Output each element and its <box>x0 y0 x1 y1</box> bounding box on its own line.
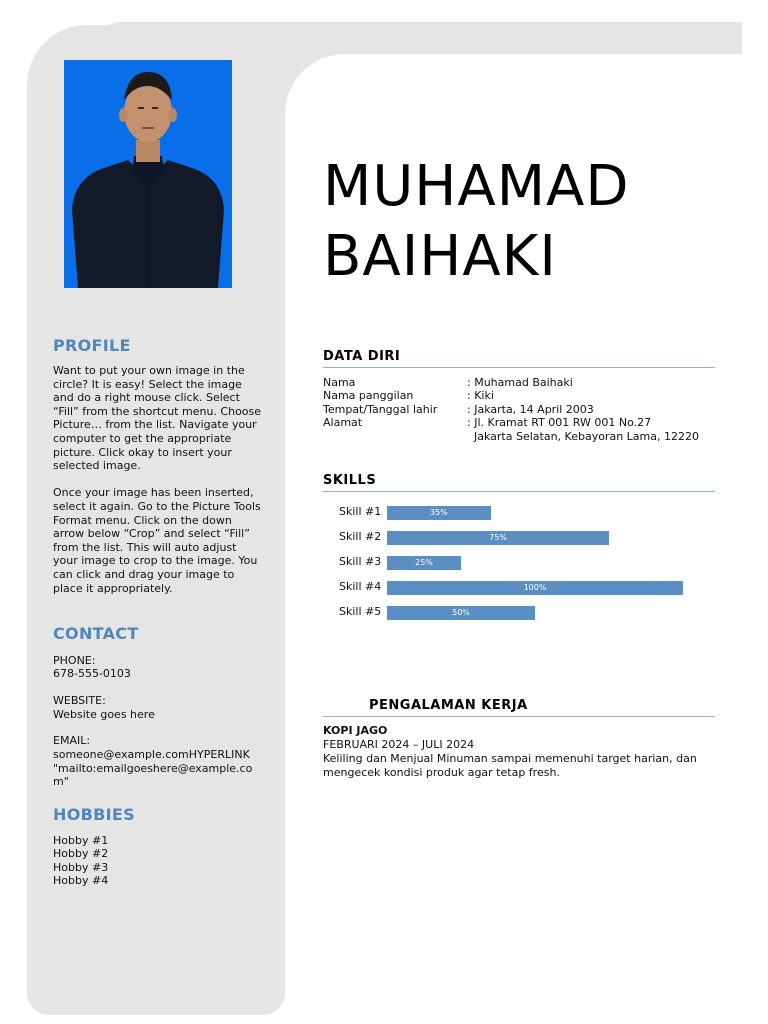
work-description: Keliling dan Menjual Minuman sampai memenuhi target harian, dan mengecek kondisi produk agar tetap fresh. <box>323 752 697 779</box>
profile-text: Want to put your own image in the circle? It is easy! Select the image and do a right mouse click. Select “Fill” from the shortcut menu. Choose Picture… from the list. Navigate your computer to get the appropriate picture. Click okay to insert your selected image. Once your image has been inserted, select it again. Go to the Picture Tools Format menu. Click on the down arrow below “Crop” and select “Fill” from the list. This will auto adjust your image to crop to the image. You can click and drag your image to place it appropriately. <box>53 364 262 595</box>
profile-photo <box>64 60 232 288</box>
data-value: : Jl. Kramat RT 001 RW 001 No.27 <box>467 416 652 429</box>
work-period: FEBRUARI 2024 – JULI 2024 <box>323 738 475 751</box>
data-value: : Muhamad Baihaki <box>467 376 573 389</box>
section-divider <box>323 491 715 492</box>
skill-bar: 35% <box>387 506 491 520</box>
skill-bar: 25% <box>387 556 461 570</box>
data-value: : Jakarta, 14 April 2003 <box>467 403 594 416</box>
website-label: WEBSITE: <box>53 694 106 707</box>
full-name <box>323 152 629 292</box>
hobbies-heading: HOBBIES <box>53 805 135 824</box>
skill-bar: 75% <box>387 531 609 545</box>
hobby-item: Hobby #1 <box>53 834 109 847</box>
data-value: Jakarta Selatan, Kebayoran Lama, 12220 <box>467 430 699 443</box>
skill-label: Skill #4 <box>339 580 382 593</box>
hobby-item: Hobby #2 <box>53 847 109 860</box>
skill-label: Skill #5 <box>339 605 382 618</box>
phone-label: PHONE: <box>53 654 96 667</box>
header-band <box>90 22 742 54</box>
company-name: KOPI JAGO <box>323 724 388 737</box>
name-line-2: BAIHAKI <box>323 224 557 289</box>
phone-value: 678-555-0103 <box>53 667 131 680</box>
experience-heading: PENGALAMAN KERJA <box>369 698 528 713</box>
email-value[interactable]: someone@example.comHYPERLINK "mailto:emailgoeshere@example.com" <box>53 748 253 789</box>
data-label: Tempat/Tanggal lahir <box>323 403 438 416</box>
email-label: EMAIL: <box>53 734 91 747</box>
skill-label: Skill #2 <box>339 530 382 543</box>
hobby-item: Hobby #4 <box>53 874 109 887</box>
data-label: Nama <box>323 376 356 389</box>
skill-label: Skill #3 <box>339 555 382 568</box>
data-value: : Kiki <box>467 389 494 402</box>
profile-heading: PROFILE <box>53 336 131 355</box>
name-line-1: MUHAMAD <box>323 154 630 219</box>
hobby-item: Hobby #3 <box>53 861 109 874</box>
skills-heading: SKILLS <box>323 473 377 488</box>
section-divider <box>323 367 715 368</box>
data-label: Alamat <box>323 416 363 429</box>
data-diri-heading: DATA DIRI <box>323 349 401 364</box>
website-value[interactable]: Website goes here <box>53 708 155 721</box>
contact-heading: CONTACT <box>53 624 139 643</box>
skill-bar: 50% <box>387 606 535 620</box>
data-label: Nama panggilan <box>323 389 414 402</box>
skill-label: Skill #1 <box>339 505 382 518</box>
skill-bar: 100% <box>387 581 683 595</box>
section-divider <box>323 716 715 717</box>
